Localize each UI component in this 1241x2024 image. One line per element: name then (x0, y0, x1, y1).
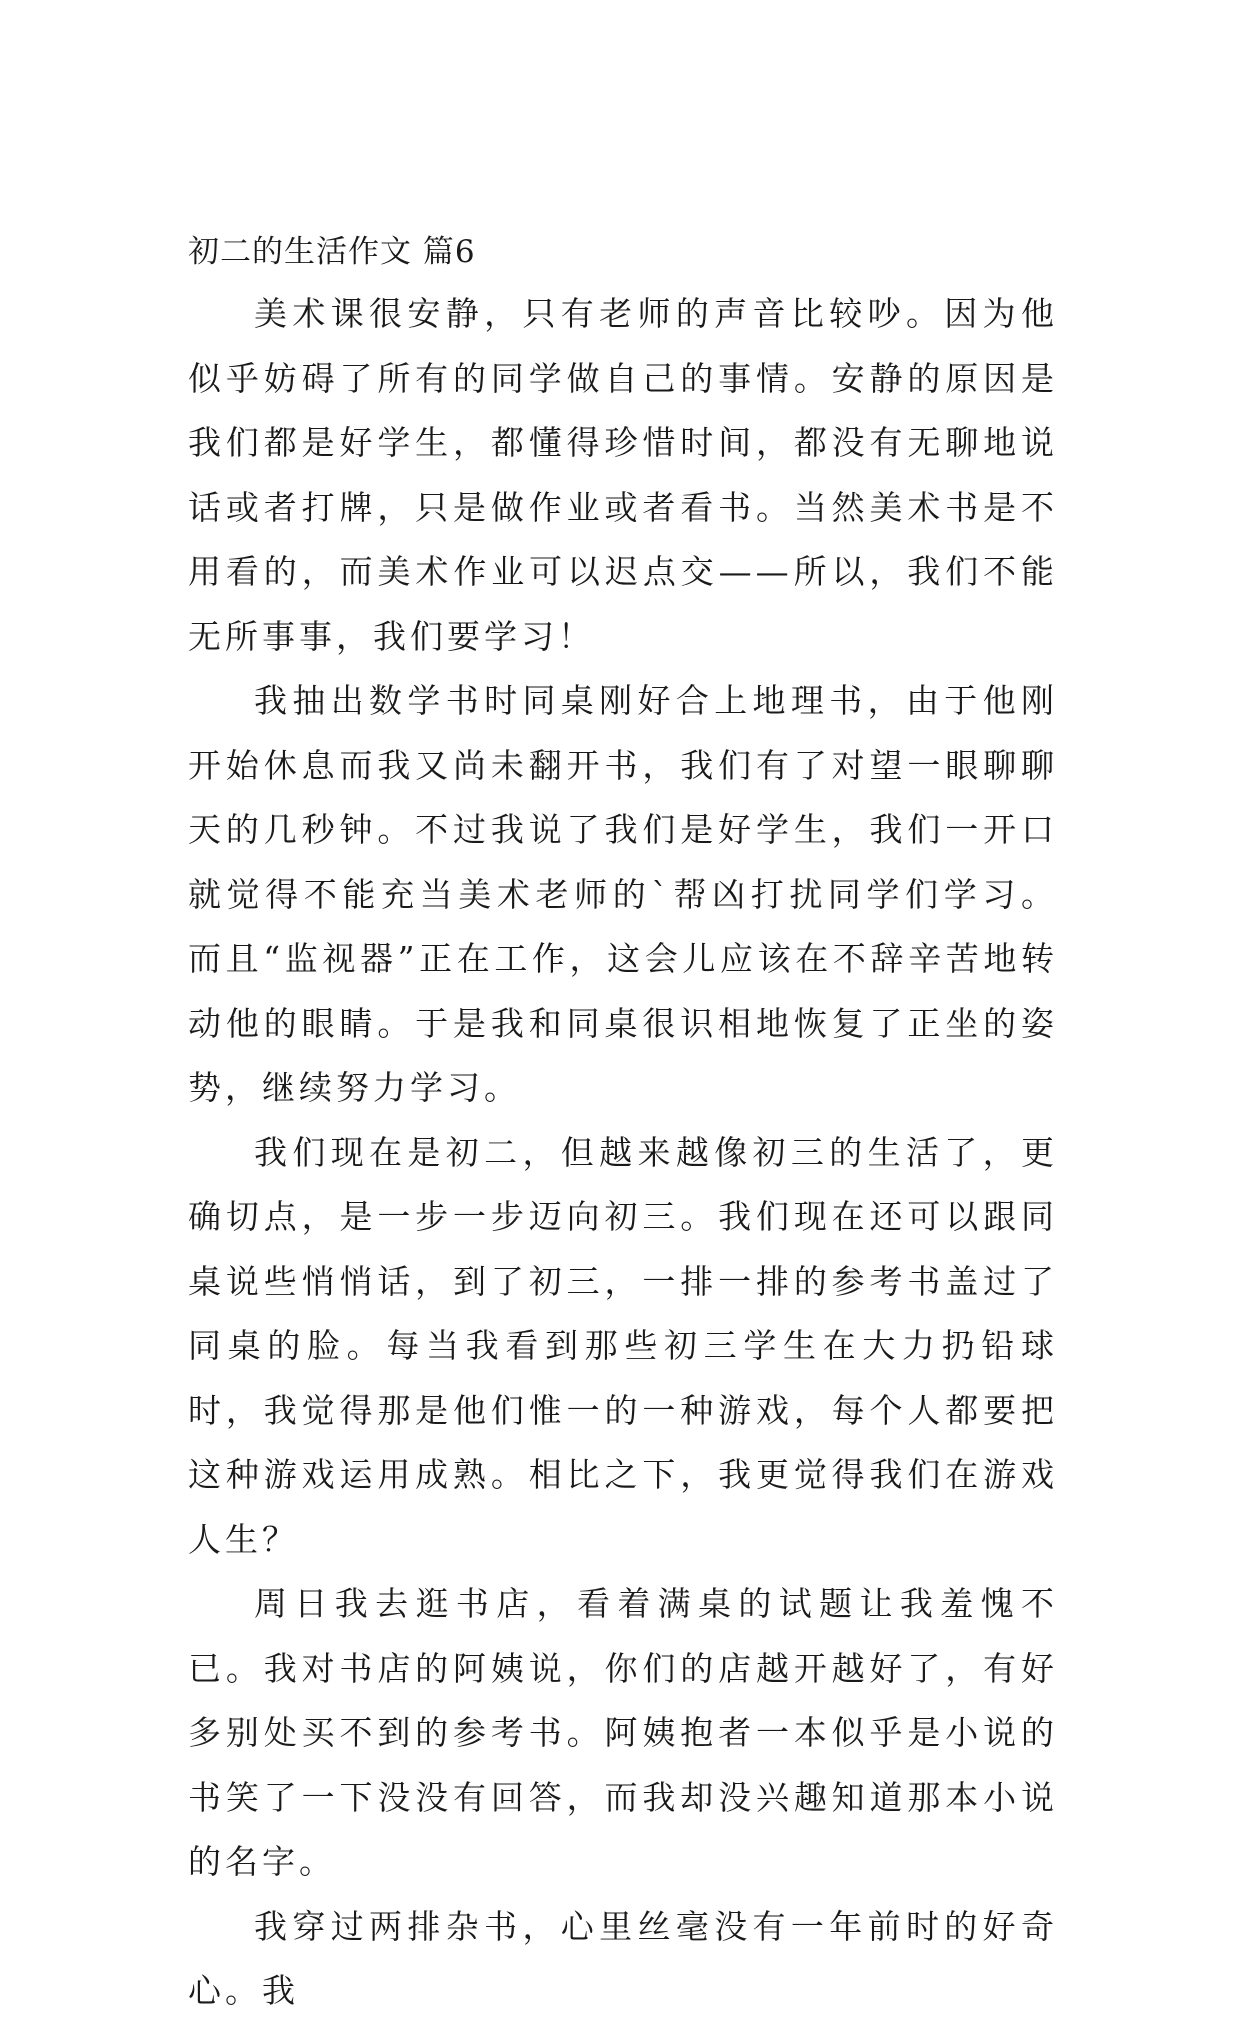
document-page (188, 222, 1058, 2024)
paragraph-1: 美术课很安静，只有老师的声音比较吵。因为他似乎妨碍了所有的同学做自己的事情。安静的原因是我们都是好学生，都懂得珍惜时间，都没有无聊地说话或者打牌，只是做作业或者看书。当然美术书是不用看的，而美术作业可以迟点交——所以，我们不能无所事事，我们要学习！ (188, 294, 1058, 656)
paragraph-3: 我们现在是初二，但越来越像初三的生活了，更确切点，是一步一步迈向初三。我们现在还可以跟同桌说些悄悄话，到了初三，一排一排的参考书盖过了同桌的脸。每当我看到那些初三学生在大力扔铅球时，我觉得那是他们惟一的一种游戏，每个人都要把这种游戏运用成熟。相比之下，我更觉得我们在游戏人生？ (188, 1132, 1058, 1559)
document-title: 初二的生活作文 篇6 (188, 234, 476, 270)
paragraph-5: 我穿过两排杂书，心里丝毫没有一年前时的好奇心。我 (188, 1906, 1058, 2010)
paragraph-2: 我抽出数学书时同桌刚好合上地理书，由于他刚开始休息而我又尚未翻开书，我们有了对望一眼聊聊天的几秒钟。不过我说了我们是好学生，我们一开口就觉得不能充当美术老师的`帮凶打扰同学们学习。而且“监视器”正在工作，这会儿应该在不辞辛苦地转动他的眼睛。于是我和同桌很识相地恢复了正坐的姿势，继续努力学习。 (188, 681, 1058, 1107)
paragraph-4: 周日我去逛书店，看着满桌的试题让我羞愧不已。我对书店的阿姨说，你们的店越开越好了，有好多别处买不到的参考书。阿姨抱者一本似乎是小说的书笑了一下没没有回答，而我却没兴趣知道那本小说的名字。 (188, 1584, 1058, 1881)
